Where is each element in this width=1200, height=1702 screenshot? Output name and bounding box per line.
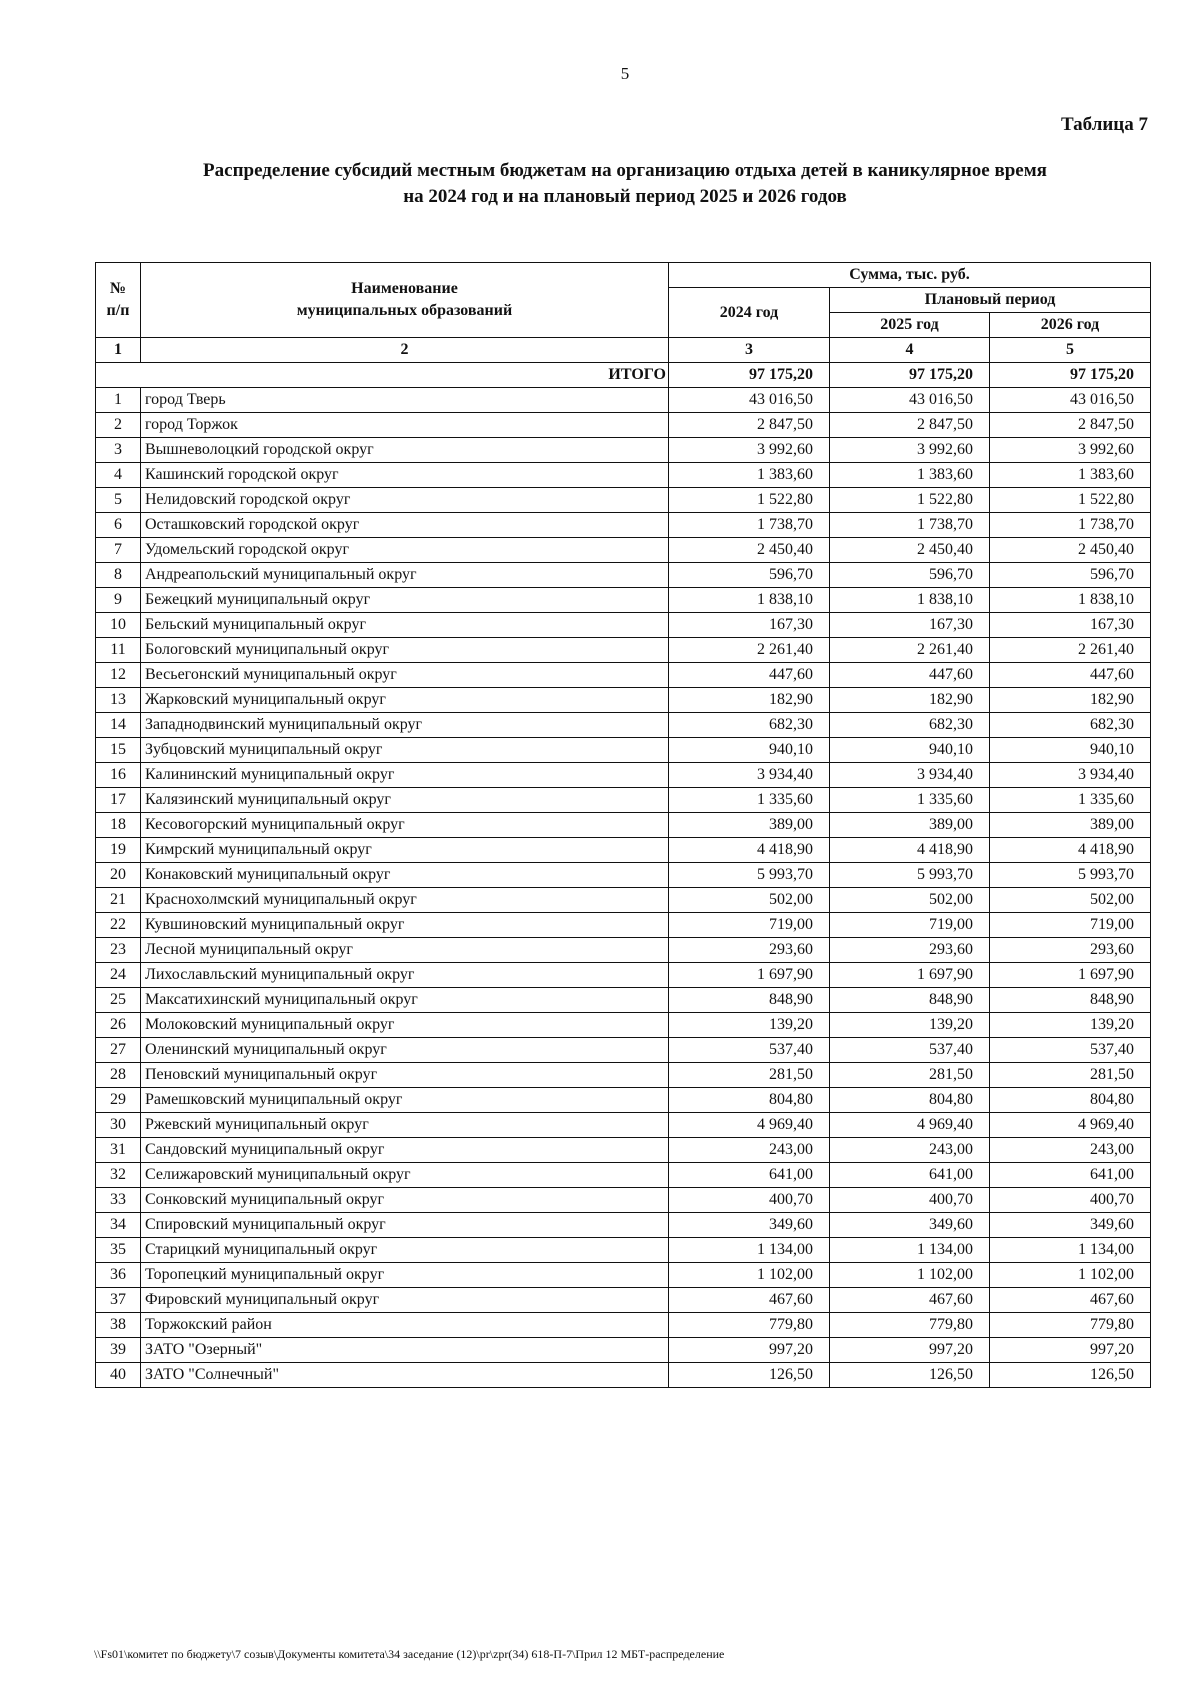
municipality-name: Кимрский муниципальный округ [141,838,669,863]
table-row [96,663,1151,688]
amount-2025: 3 992,60 [830,438,990,463]
amount-2025: 467,60 [830,1288,990,1313]
document-title [120,158,1130,210]
table-row [96,788,1151,813]
row-number: 7 [96,538,141,563]
amount-2024: 779,80 [669,1313,830,1338]
row-number: 12 [96,663,141,688]
amount-2024: 719,00 [669,913,830,938]
table-row [96,1163,1151,1188]
table-row [96,938,1151,963]
amount-2025: 2 261,40 [830,638,990,663]
table-row [96,1088,1151,1113]
amount-2025: 641,00 [830,1163,990,1188]
municipality-name: Ржевский муниципальный округ [141,1113,669,1138]
amount-2026: 997,20 [990,1338,1151,1363]
table-row [96,388,1151,413]
table-row [96,513,1151,538]
municipality-name: Зубцовский муниципальный округ [141,738,669,763]
municipality-name: Бологовский муниципальный округ [141,638,669,663]
row-number: 18 [96,813,141,838]
row-number: 2 [96,413,141,438]
row-number: 16 [96,763,141,788]
municipality-name: Сандовский муниципальный округ [141,1138,669,1163]
municipality-name: Андреапольский муниципальный округ [141,563,669,588]
amount-2024: 139,20 [669,1013,830,1038]
table-row [96,738,1151,763]
row-number: 29 [96,1088,141,1113]
amount-2025: 4 418,90 [830,838,990,863]
row-number: 38 [96,1313,141,1338]
table-row [96,713,1151,738]
row-number: 20 [96,863,141,888]
amount-2025: 281,50 [830,1063,990,1088]
row-number: 25 [96,988,141,1013]
row-number: 17 [96,788,141,813]
table-row [96,1363,1151,1388]
amount-2026: 2 450,40 [990,538,1151,563]
amount-2025: 1 102,00 [830,1263,990,1288]
table-row [96,1338,1151,1363]
table-row [96,1313,1151,1338]
amount-2025: 596,70 [830,563,990,588]
row-number: 5 [96,488,141,513]
amount-2026: 281,50 [990,1063,1151,1088]
municipality-name: Бельский муниципальный округ [141,613,669,638]
amount-2025: 293,60 [830,938,990,963]
amount-2024: 3 934,40 [669,763,830,788]
municipality-name: Сонковский муниципальный округ [141,1188,669,1213]
amount-2025: 1 697,90 [830,963,990,988]
amount-2026: 719,00 [990,913,1151,938]
row-number: 14 [96,713,141,738]
table-row [96,638,1151,663]
amount-2026: 682,30 [990,713,1151,738]
table-row [96,438,1151,463]
amount-2026: 293,60 [990,938,1151,963]
municipality-name: Торопецкий муниципальный округ [141,1263,669,1288]
amount-2024: 1 738,70 [669,513,830,538]
column-number: 4 [830,338,990,363]
amount-2025: 997,20 [830,1338,990,1363]
page-number: 5 [620,64,630,83]
amount-2026: 1 383,60 [990,463,1151,488]
table-row [96,888,1151,913]
table-row [96,813,1151,838]
amount-2025: 502,00 [830,888,990,913]
amount-2024: 126,50 [669,1363,830,1388]
municipality-name: Спировский муниципальный округ [141,1213,669,1238]
municipality-name: город Тверь [141,388,669,413]
municipality-name: Кашинский городской округ [141,463,669,488]
amount-2024: 182,90 [669,688,830,713]
header-2025: 2025 год [830,313,990,338]
row-number: 4 [96,463,141,488]
row-number: 19 [96,838,141,863]
municipality-name: Бежецкий муниципальный округ [141,588,669,613]
municipality-name: Торжокский район [141,1313,669,1338]
amount-2025: 779,80 [830,1313,990,1338]
row-number: 23 [96,938,141,963]
header-planned-period: Плановый период [830,288,1151,313]
footer-file-path: \\Fs01\комитет по бюджету\7 созыв\Документы комитета\34 заседание (12)\pr\zpr(34) 618-П-7\Прил 12 МБТ-распределение [94,1647,725,1661]
municipality-name: Лихославльский муниципальный округ [141,963,669,988]
subsidy-table [95,262,1151,1388]
amount-2025: 447,60 [830,663,990,688]
amount-2024: 2 450,40 [669,538,830,563]
amount-2024: 940,10 [669,738,830,763]
table-row [96,1288,1151,1313]
amount-2024: 4 969,40 [669,1113,830,1138]
amount-2026: 3 992,60 [990,438,1151,463]
row-number: 10 [96,613,141,638]
table-row [96,1238,1151,1263]
amount-2025: 682,30 [830,713,990,738]
amount-2025: 1 335,60 [830,788,990,813]
amount-2026: 467,60 [990,1288,1151,1313]
table-row [96,913,1151,938]
amount-2024: 596,70 [669,563,830,588]
amount-2026: 5 993,70 [990,863,1151,888]
amount-2024: 997,20 [669,1338,830,1363]
amount-2025: 182,90 [830,688,990,713]
amount-2024: 1 697,90 [669,963,830,988]
total-2024: 97 175,20 [669,363,830,388]
amount-2025: 400,70 [830,1188,990,1213]
amount-2024: 1 838,10 [669,588,830,613]
amount-2026: 4 969,40 [990,1113,1151,1138]
municipality-name: Калязинский муниципальный округ [141,788,669,813]
municipality-name: Лесной муниципальный округ [141,938,669,963]
amount-2026: 804,80 [990,1088,1151,1113]
table-row [96,463,1151,488]
table-label: Таблица 7 [1060,114,1148,135]
amount-2026: 243,00 [990,1138,1151,1163]
amount-2024: 1 102,00 [669,1263,830,1288]
row-number: 3 [96,438,141,463]
amount-2024: 447,60 [669,663,830,688]
amount-2026: 1 522,80 [990,488,1151,513]
amount-2026: 537,40 [990,1038,1151,1063]
row-number: 28 [96,1063,141,1088]
table-row [96,413,1151,438]
row-number: 34 [96,1213,141,1238]
amount-2025: 5 993,70 [830,863,990,888]
amount-2026: 641,00 [990,1163,1151,1188]
municipality-name: Западнодвинский муниципальный округ [141,713,669,738]
table-row [96,1113,1151,1138]
header-2026: 2026 год [990,313,1151,338]
amount-2025: 2 847,50 [830,413,990,438]
column-number: 5 [990,338,1151,363]
municipality-name: город Торжок [141,413,669,438]
municipality-name: ЗАТО "Солнечный" [141,1363,669,1388]
amount-2024: 804,80 [669,1088,830,1113]
amount-2025: 719,00 [830,913,990,938]
amount-2026: 1 738,70 [990,513,1151,538]
municipality-name: Нелидовский городской округ [141,488,669,513]
amount-2024: 281,50 [669,1063,830,1088]
amount-2026: 182,90 [990,688,1151,713]
municipality-name: Осташковский городской округ [141,513,669,538]
amount-2024: 641,00 [669,1163,830,1188]
amount-2024: 400,70 [669,1188,830,1213]
amount-2026: 400,70 [990,1188,1151,1213]
amount-2026: 3 934,40 [990,763,1151,788]
amount-2026: 4 418,90 [990,838,1151,863]
amount-2024: 389,00 [669,813,830,838]
row-number: 22 [96,913,141,938]
municipality-name: Кесовогорский муниципальный округ [141,813,669,838]
amount-2026: 2 261,40 [990,638,1151,663]
table-row [96,1038,1151,1063]
row-number: 40 [96,1363,141,1388]
amount-2026: 389,00 [990,813,1151,838]
municipality-name: ЗАТО "Озерный" [141,1338,669,1363]
title-line-2: на 2024 год и на плановый период 2025 и 2026 годов [403,186,847,207]
table-row [96,1138,1151,1163]
municipality-name: Конаковский муниципальный округ [141,863,669,888]
amount-2026: 43 016,50 [990,388,1151,413]
amount-2024: 2 261,40 [669,638,830,663]
amount-2026: 848,90 [990,988,1151,1013]
municipality-name: Удомельский городской округ [141,538,669,563]
total-label: ИТОГО [96,363,669,388]
row-number: 30 [96,1113,141,1138]
amount-2025: 1 134,00 [830,1238,990,1263]
table-row [96,963,1151,988]
amount-2026: 139,20 [990,1013,1151,1038]
amount-2026: 779,80 [990,1313,1151,1338]
column-number: 1 [96,338,141,363]
table-row [96,688,1151,713]
amount-2025: 4 969,40 [830,1113,990,1138]
row-number: 11 [96,638,141,663]
amount-2024: 43 016,50 [669,388,830,413]
table-row [96,613,1151,638]
amount-2025: 804,80 [830,1088,990,1113]
amount-2026: 2 847,50 [990,413,1151,438]
amount-2026: 349,60 [990,1213,1151,1238]
amount-2024: 293,60 [669,938,830,963]
amount-2024: 1 134,00 [669,1238,830,1263]
amount-2024: 848,90 [669,988,830,1013]
amount-2024: 3 992,60 [669,438,830,463]
table-row [96,763,1151,788]
amount-2026: 126,50 [990,1363,1151,1388]
amount-2026: 596,70 [990,563,1151,588]
amount-2026: 1 335,60 [990,788,1151,813]
amount-2024: 349,60 [669,1213,830,1238]
amount-2025: 848,90 [830,988,990,1013]
municipality-name: Рамешковский муниципальный округ [141,1088,669,1113]
amount-2025: 1 383,60 [830,463,990,488]
table-row [96,863,1151,888]
row-number: 35 [96,1238,141,1263]
table-body [96,338,1151,1388]
row-number: 9 [96,588,141,613]
municipality-name: Жарковский муниципальный округ [141,688,669,713]
municipality-name: Пеновский муниципальный округ [141,1063,669,1088]
amount-2026: 1 838,10 [990,588,1151,613]
municipality-name: Кувшиновский муниципальный округ [141,913,669,938]
total-2026: 97 175,20 [990,363,1151,388]
row-number: 21 [96,888,141,913]
amount-2024: 4 418,90 [669,838,830,863]
amount-2024: 243,00 [669,1138,830,1163]
municipality-name: Максатихинский муниципальный округ [141,988,669,1013]
row-number: 26 [96,1013,141,1038]
amount-2026: 447,60 [990,663,1151,688]
total-row [96,363,1151,388]
row-number: 8 [96,563,141,588]
municipality-name: Калининский муниципальный округ [141,763,669,788]
amount-2025: 389,00 [830,813,990,838]
row-number: 24 [96,963,141,988]
municipality-name: Весьегонский муниципальный округ [141,663,669,688]
row-number: 36 [96,1263,141,1288]
amount-2025: 126,50 [830,1363,990,1388]
column-number: 2 [141,338,669,363]
amount-2024: 5 993,70 [669,863,830,888]
amount-2025: 139,20 [830,1013,990,1038]
municipality-name: Селижаровский муниципальный округ [141,1163,669,1188]
table-row [96,1188,1151,1213]
amount-2025: 1 738,70 [830,513,990,538]
municipality-name: Старицкий муниципальный округ [141,1238,669,1263]
amount-2025: 349,60 [830,1213,990,1238]
municipality-name: Краснохолмский муниципальный округ [141,888,669,913]
row-number: 39 [96,1338,141,1363]
amount-2025: 2 450,40 [830,538,990,563]
row-number: 1 [96,388,141,413]
row-number: 13 [96,688,141,713]
amount-2025: 3 934,40 [830,763,990,788]
amount-2026: 1 697,90 [990,963,1151,988]
municipality-name: Фировский муниципальный округ [141,1288,669,1313]
column-number-row [96,338,1151,363]
row-number: 31 [96,1138,141,1163]
amount-2024: 1 383,60 [669,463,830,488]
amount-2026: 1 134,00 [990,1238,1151,1263]
row-number: 33 [96,1188,141,1213]
amount-2025: 43 016,50 [830,388,990,413]
header-sum: Сумма, тыс. руб. [669,263,1151,288]
municipality-name: Оленинский муниципальный округ [141,1038,669,1063]
amount-2025: 537,40 [830,1038,990,1063]
amount-2025: 243,00 [830,1138,990,1163]
table-row [96,588,1151,613]
row-number: 32 [96,1163,141,1188]
amount-2024: 502,00 [669,888,830,913]
amount-2024: 1 335,60 [669,788,830,813]
amount-2026: 940,10 [990,738,1151,763]
municipality-name: Вышневолоцкий городской округ [141,438,669,463]
municipality-name: Молоковский муниципальный округ [141,1013,669,1038]
row-number: 6 [96,513,141,538]
table-row [96,988,1151,1013]
row-number: 37 [96,1288,141,1313]
amount-2024: 2 847,50 [669,413,830,438]
title-line-1: Распределение субсидий местным бюджетам на организацию отдыха детей в каникулярное время [203,160,1047,181]
amount-2024: 1 522,80 [669,488,830,513]
table-row [96,1213,1151,1238]
amount-2025: 167,30 [830,613,990,638]
amount-2024: 467,60 [669,1288,830,1313]
table-row [96,838,1151,863]
header-name: Наименование муниципальных образований [141,263,669,338]
amount-2024: 167,30 [669,613,830,638]
amount-2026: 502,00 [990,888,1151,913]
row-number: 15 [96,738,141,763]
row-number: 27 [96,1038,141,1063]
amount-2026: 1 102,00 [990,1263,1151,1288]
amount-2026: 167,30 [990,613,1151,638]
table-row [96,488,1151,513]
table-row [96,538,1151,563]
table-row [96,563,1151,588]
table-row [96,1263,1151,1288]
table-row [96,1063,1151,1088]
header-num: № п/п [96,263,141,338]
header-2024: 2024 год [669,288,830,338]
column-number: 3 [669,338,830,363]
table-row [96,1013,1151,1038]
total-2025: 97 175,20 [830,363,990,388]
amount-2025: 1 838,10 [830,588,990,613]
amount-2025: 940,10 [830,738,990,763]
amount-2024: 682,30 [669,713,830,738]
amount-2024: 537,40 [669,1038,830,1063]
amount-2025: 1 522,80 [830,488,990,513]
